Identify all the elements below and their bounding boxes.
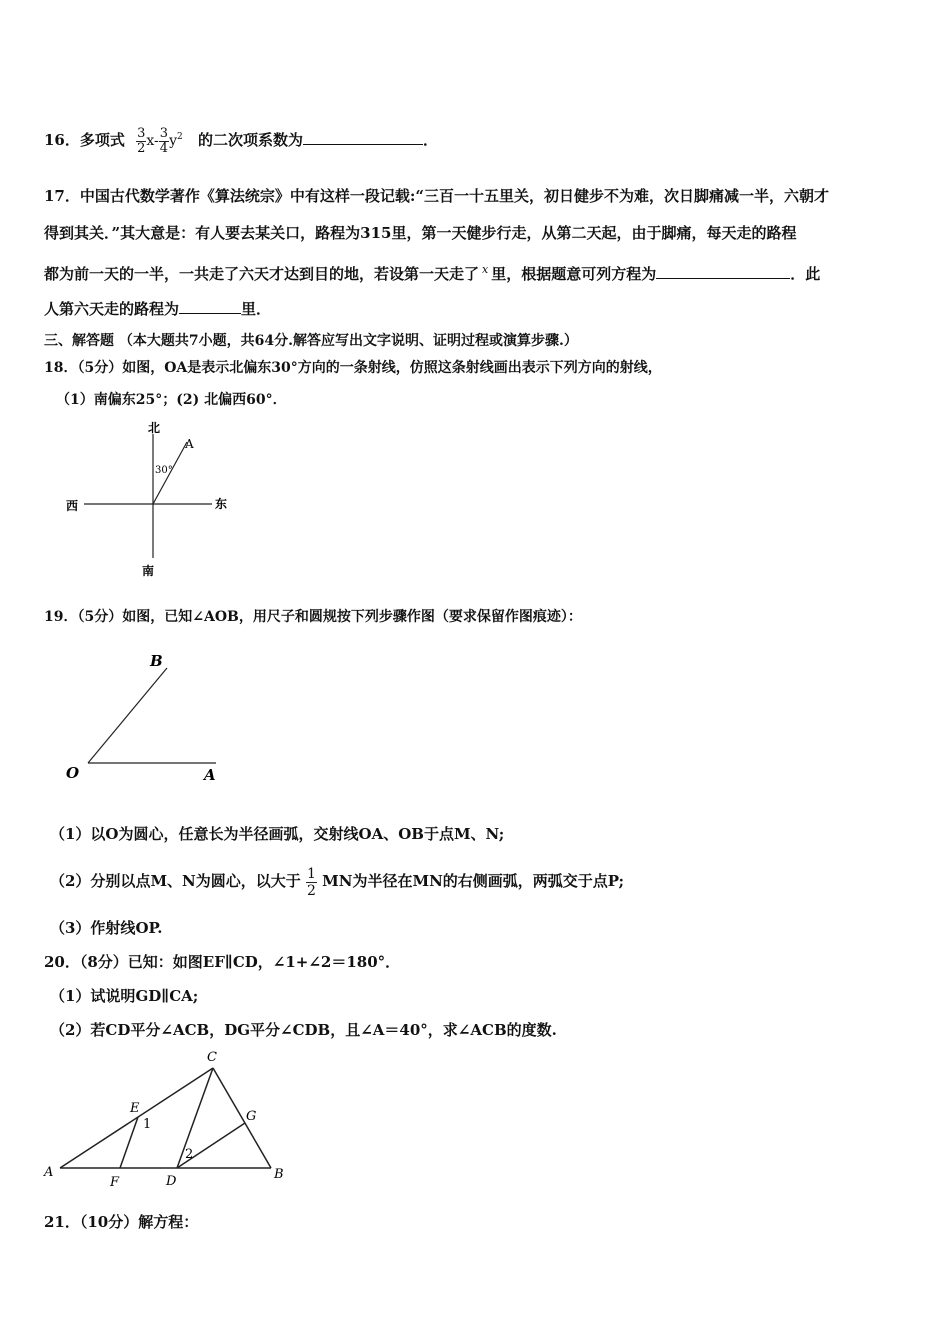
q17-line-3a: 都为前一天的一半，一共走了六天才达到目的地，若设第一天走了 <box>44 265 480 283</box>
q20-label-g: G <box>246 1109 257 1124</box>
q18-angle-label: 30° <box>155 465 173 476</box>
q20-label-b: B <box>274 1167 284 1182</box>
q17-line-4a: 人第六天走的路程为 <box>44 300 180 318</box>
q16-fraction-2: $\frac{3}{4}$ <box>159 125 169 156</box>
q16-fraction-1: $\frac{3}{2}$ <box>137 125 146 156</box>
q19-step-2a: （2）分别以点M、N为圆心，以大于 <box>50 872 301 890</box>
q20-line-3: （2）若CD平分∠ACB，DG平分∠CDB，且∠A＝40°，求∠ACB的度数. <box>50 1021 557 1039</box>
q20-line-1: 20．（8分）已知：如图EF∥CD，∠1+∠2＝180°． <box>44 953 401 971</box>
q17-equation-blank[interactable] <box>656 262 790 279</box>
q16-exponent: 2 <box>176 132 183 142</box>
q18-label-west: 西 <box>66 499 79 513</box>
q19-ray-ob <box>88 668 167 763</box>
q20-angle-2-label: 2 <box>185 1147 194 1162</box>
q19-angle-figure <box>62 648 242 788</box>
q17-var-x: x <box>482 263 489 276</box>
q19-half-fraction: $\frac{1}{2}$ <box>307 865 316 899</box>
q17-line-3 <box>44 260 820 284</box>
q20-label-c: C <box>207 1050 217 1065</box>
q19-label-o: O <box>66 764 80 782</box>
q20-segment-cd <box>177 1068 213 1168</box>
q18-line-1: 18．（5分）如图，OA是表示北偏东30°方向的一条射线，仿照这条射线画出表示下列方向的射线， <box>44 360 662 376</box>
q16-var-y: y <box>169 133 177 149</box>
q20-label-f: F <box>110 1175 120 1190</box>
q16-end: ． <box>422 131 438 149</box>
q20-label-d: D <box>166 1174 177 1189</box>
q20-segment-ef <box>120 1117 138 1168</box>
q18-line-2: （1）南偏东25°；(2) 北偏西60°． <box>56 392 287 408</box>
q17-line-1: 17．中国古代数学著作《算法统宗》中有这样一段记载:“三百一十五里关，初日健步不为难，次日脚痛减一半，六朝才 <box>44 187 830 205</box>
q18-label-east: 东 <box>215 497 228 511</box>
q18-label-a: A <box>185 437 194 451</box>
q19-step-1: （1）以O为圆心，任意长为半径画弧，交射线OA、OB于点M、N; <box>50 825 505 843</box>
q16-tail: 的二次项系数为 <box>197 131 303 149</box>
q16-var-x: x- <box>146 133 159 149</box>
q18-label-north: 北 <box>148 421 161 435</box>
section-3-heading: 三、解答题 （本大题共7小题，共64分.解答应写出文字说明、证明过程或演算步骤.） <box>44 333 578 349</box>
q17-line-4 <box>44 297 271 319</box>
q17-line-3b: 里，根据题意可列方程为 <box>491 265 657 283</box>
q17-distance-blank[interactable] <box>179 297 241 314</box>
q19-label-a: A <box>204 766 216 784</box>
q16-lead: 16．多项式 <box>44 131 125 149</box>
q20-angle-1-label: 1 <box>143 1117 152 1132</box>
q17-line-4b: 里． <box>241 300 272 318</box>
q20-line-2: （1）试说明GD∥CA; <box>50 987 199 1005</box>
q19-label-b: B <box>150 652 163 670</box>
q19-step-2b: MN为半径在MN的右侧画弧，两弧交于点P; <box>322 872 625 890</box>
q19-line-1: 19．（5分）如图，已知∠AOB，用尺子和圆规按下列步骤作图（要求保留作图痕迹）： <box>44 609 582 625</box>
q18-compass-figure <box>60 420 260 585</box>
q20-segment-cb <box>213 1068 271 1168</box>
q21-line-1: 21．（10分）解方程： <box>44 1213 199 1231</box>
q17-line-3c: ．此 <box>790 265 821 283</box>
q19-step-3: （3）作射线OP. <box>50 919 163 937</box>
q19-step-2 <box>50 861 624 901</box>
q20-label-a: A <box>44 1165 54 1180</box>
q17-line-2: 得到其关．”其大意是：有人要去某关口，路程为315里，第一天健步行走，从第二天起，由于脚痛，每天走的路程 <box>44 224 797 242</box>
q20-triangle-figure <box>40 1048 300 1188</box>
q16-line <box>44 117 438 157</box>
q16-answer-blank[interactable] <box>303 128 423 145</box>
q20-label-e: E <box>130 1101 140 1116</box>
q18-label-south: 南 <box>142 564 155 578</box>
